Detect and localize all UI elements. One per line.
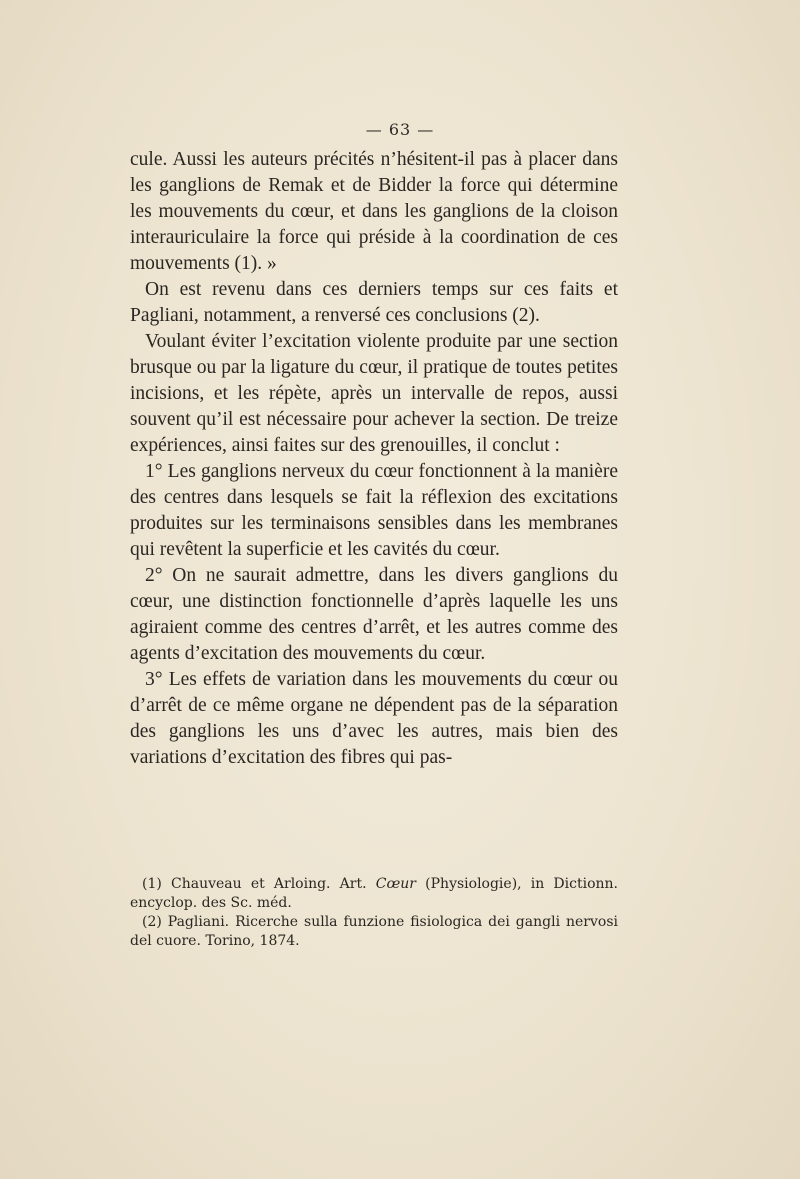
footnote-1-text: (1) Chauveau et Arloing. Art. [142,876,376,892]
paragraph-4: 1° Les ganglions nerveux du cœur fonctionnent à la manière des centres dans lesquels se fait la réflexion des excitations produites sur les terminaisons sensibles dans les membranes qui revêtent la superficie et les cavités du cœur. [130,461,618,560]
paragraph-2: On est revenu dans ces derniers temps sur ces faits et Pagliani, notamment, a renversé ces conclusions (2). [130,279,618,326]
paragraph-6: 3° Les effets de variation dans les mouvements du cœur ou d’arrêt de ce même organe ne dépendent pas de la séparation des ganglions les uns d’avec les autres, mais bien des variations d’excitation des fibres qui pas- [130,669,618,768]
footnotes [130,875,618,951]
footnote-1-italic: Cœur [375,876,416,892]
paragraph-1: cule. Aussi les auteurs précités n’hésitent-il pas à placer dans les ganglions de Remak et de Bidder la force qui détermine les mouvements du cœur, et dans les ganglions de la cloison interauriculaire la force qui préside à la coordination de ces mouvements (1). » [130,149,618,274]
footnote-1-rest: (Physiologie), in Dictionn. encyclop. des Sc. méd. [130,876,618,911]
paragraph-3: Voulant éviter l’excitation violente produite par une section brusque ou par la ligature du cœur, il pratique de toutes petites incisions, et les répète, après un intervalle de repos, aussi souvent qu’il est nécessaire pour achever la section. De treize expériences, ainsi faites sur des grenouilles, il conclut : [130,331,618,456]
page-number: — 63 — [365,120,435,139]
main-text [130,147,618,771]
paragraph-5: 2° On ne saurait admettre, dans les divers ganglions du cœur, une distinction fonctionnelle d’après laquelle les uns agiraient comme des centres d’arrêt, et les autres comme des agents d’excitation des mouvements du cœur. [130,565,618,664]
footnote-2: (2) Pagliani. Ricerche sulla funzione fisiologica dei gangli nervosi del cuore. Torino, 1874. [130,914,618,949]
footnote-1 [130,875,618,913]
